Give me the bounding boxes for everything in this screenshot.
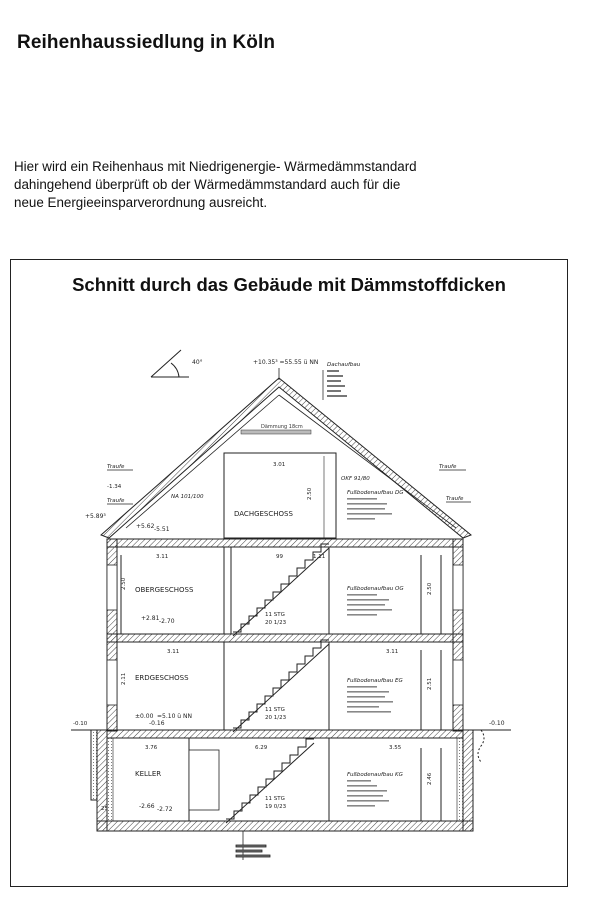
floor-build-up-dg: Fußbodenaufbau DG	[347, 490, 404, 496]
og-level: +2.81	[141, 615, 160, 622]
section-drawing-frame	[10, 259, 568, 887]
okf-note: OKF 91/80	[341, 476, 370, 482]
floor-build-up-kg: Fußbodenaufbau KG	[347, 772, 403, 778]
ground-level-right: -0.10	[489, 720, 505, 727]
svg-text:-0.10: -0.10	[73, 721, 88, 727]
roof-build-up-label: Dachaufbau	[327, 362, 361, 368]
roof-build-up-note	[323, 370, 347, 400]
room-keller: KELLER	[135, 770, 162, 778]
minus-134-label: -1.34	[107, 484, 122, 490]
kg-level: -2.66	[139, 803, 155, 810]
svg-text:Traufe: Traufe	[107, 498, 125, 504]
svg-text:-0.16: -0.16	[149, 720, 165, 727]
floor-build-up-eg: Fußbodenaufbau EG	[347, 678, 403, 684]
svg-text:6.29: 6.29	[255, 745, 268, 751]
svg-text:1.11: 1.11	[313, 554, 326, 560]
svg-text:3.01: 3.01	[273, 462, 286, 468]
intro-line: Hier wird ein Reihenhaus mit Niedrigenergie- Wärmedämmstandard	[14, 159, 417, 174]
stairs-kg-count: 11 STG	[265, 796, 285, 802]
eg-level: ±0.00	[135, 713, 154, 720]
stairs-eg-count: 11 STG	[265, 707, 285, 713]
svg-text:3.11: 3.11	[156, 554, 169, 560]
svg-text:3.76: 3.76	[145, 745, 158, 751]
svg-text:2.46: 2.46	[427, 772, 433, 785]
staircase	[226, 544, 329, 823]
svg-text:2.50: 2.50	[121, 577, 127, 590]
svg-text:3.55: 3.55	[389, 745, 402, 751]
svg-text:3.11: 3.11	[167, 649, 180, 655]
room-obergeschoss: OBERGESCHOSS	[135, 586, 194, 594]
svg-text:3.11: 3.11	[386, 649, 399, 655]
ground-line	[71, 730, 511, 800]
roof-angle-label: 40°	[192, 359, 203, 366]
svg-text:25: 25	[101, 806, 108, 812]
floor-build-up-og: Fußbodenaufbau OG	[347, 586, 404, 592]
svg-text:-2.70: -2.70	[159, 618, 175, 625]
room-erdgeschoss: ERDGESCHOSS	[135, 674, 189, 682]
stairs-eg-rise: 20 1/23	[265, 715, 287, 721]
svg-text:2.51: 2.51	[427, 677, 433, 690]
ridge-level-label: +10.35³ =55.55 ü NN	[253, 359, 319, 366]
building-section-drawing	[11, 260, 566, 885]
svg-text:2.50: 2.50	[307, 487, 313, 500]
stairs-og-rise: 20 1/23	[265, 620, 287, 626]
traufe-left-label: Traufe	[107, 464, 125, 470]
intro-text	[14, 158, 474, 212]
level-562: +5.62	[136, 523, 155, 530]
svg-text:Traufe: Traufe	[446, 496, 464, 502]
stairs-kg-rise: 19 0/23	[265, 804, 287, 810]
svg-text:-2.72: -2.72	[157, 806, 173, 813]
svg-text:99: 99	[276, 554, 283, 560]
intro-line: dahingehend überprüft ob der Wärmedämmstandard auch für die	[14, 177, 401, 192]
svg-text:2.50: 2.50	[427, 582, 433, 595]
svg-text:2.11: 2.11	[121, 672, 127, 685]
roof-angle-symbol	[151, 350, 189, 377]
na-note: NA 101/100	[171, 494, 204, 500]
intro-line: neue Energieeinsparverordnung ausreicht.	[14, 195, 268, 210]
room-dachgeschoss: DACHGESCHOSS	[234, 510, 293, 518]
stairs-og-count: 11 STG	[265, 612, 285, 618]
eaves-level-left: +5.89³	[85, 513, 106, 520]
level-551: -5.51	[154, 526, 170, 533]
svg-text:=5.10 ü NN: =5.10 ü NN	[157, 713, 192, 720]
figure-title: Schnitt durch das Gebäude mit Dämmstoffdicken	[72, 274, 506, 295]
svg-text:Dämmung 18cm: Dämmung 18cm	[261, 424, 303, 430]
traufe-right-label: Traufe	[439, 464, 457, 470]
page-title: Reihenhaussiedlung in Köln	[17, 32, 276, 53]
